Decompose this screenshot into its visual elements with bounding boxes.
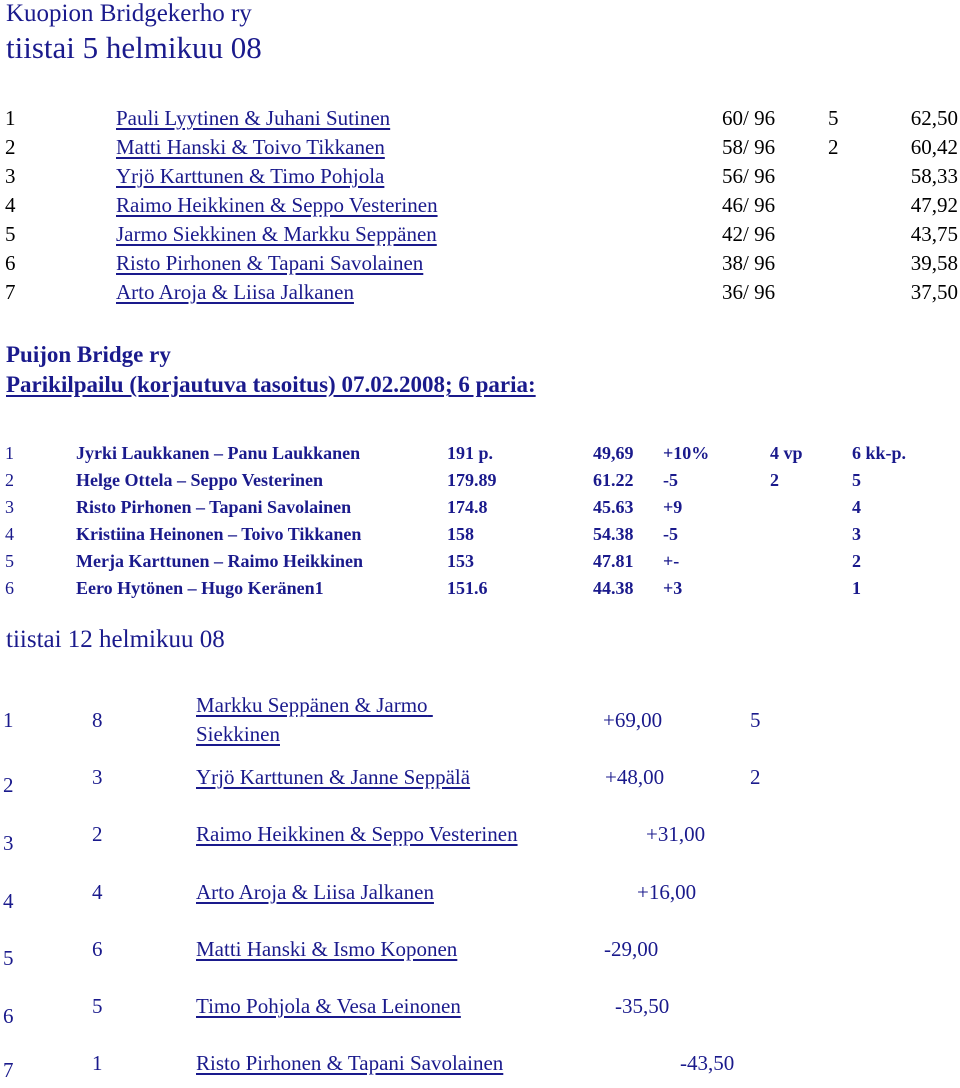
club-points: 3 [852,524,861,544]
points: 179.89 [447,470,497,490]
result-row [0,222,960,248]
victory-points: 4 vp [770,443,803,463]
result-row [0,280,960,306]
result-row [0,106,960,132]
pair-link[interactable]: Raimo Heikkinen & Seppo Vesterinen [196,822,518,846]
rank: 5 [5,222,16,246]
percentage: 47,92 [910,193,958,217]
pair-line-1: Markku Seppänen & Jarmo [196,693,428,717]
table-number: 4 [92,880,103,904]
percentage: 39,58 [910,251,958,275]
percentage: 54.38 [593,524,634,544]
percentage: 47.81 [593,551,634,571]
result-row [0,443,960,467]
result-row [0,937,960,965]
bonus: 5 [750,708,761,732]
result-row [0,135,960,161]
rank: 2 [5,135,16,159]
result-row [0,994,960,1022]
percentage: 44.38 [593,578,634,598]
section-title: tiistai 12 helmikuu 08 [6,626,225,653]
club-points: 1 [852,578,861,598]
rank: 5 [3,946,14,970]
rank: 1 [5,443,14,463]
percentage: 61.22 [593,470,634,490]
result-row [0,1051,960,1079]
result-row [0,765,960,793]
result-row [0,470,960,494]
result-row [0,578,960,602]
bonus: 2 [750,765,761,789]
table-number: 5 [92,994,103,1018]
rank: 4 [5,193,16,217]
adjustment: +3 [663,578,683,598]
result-row [0,164,960,190]
score: -29,00 [604,937,659,961]
adjustment: -5 [663,524,678,544]
pair-link[interactable]: Raimo Heikkinen & Seppo Vesterinen [116,193,438,217]
score: +16,00 [637,880,697,904]
club-points: 2 [852,551,861,571]
score: 38/ 96 [722,251,776,275]
score: 46/ 96 [722,193,776,217]
adjustment: -5 [663,470,678,490]
rank: 2 [5,470,14,490]
pair-link[interactable]: Arto Aroja & Liisa Jalkanen [196,880,434,904]
score: 42/ 96 [722,222,776,246]
rank: 3 [5,164,16,188]
score: +31,00 [646,822,706,846]
percentage: 62,50 [910,106,958,130]
pair-name: Kristiina Heinonen – Toivo Tikkanen [76,524,362,544]
club-points: 4 [852,497,861,517]
result-row [0,251,960,277]
result-row [0,497,960,521]
club-points: 6 kk-p. [852,443,907,463]
table-number: 3 [92,765,103,789]
event-title: Parikilpailu (korjautuva tasoitus) 07.02.2008; 6 paria: [6,372,536,397]
rank: 4 [3,889,14,913]
pair-name: Jyrki Laukkanen – Panu Laukkanen [76,443,361,463]
rank: 6 [5,251,16,275]
club-title: Kuopion Bridgekerho ry [6,0,252,27]
rank: 2 [3,773,14,797]
rank: 6 [3,1004,14,1028]
table-number: 2 [92,822,103,846]
score: 60/ 96 [722,106,776,130]
pair-link[interactable]: Matti Hanski & Ismo Koponen [196,937,458,961]
percentage: 60,42 [910,135,958,159]
points: 158 [447,524,474,544]
page-title: tiistai 5 helmikuu 08 [6,30,262,65]
score: -35,50 [615,994,670,1018]
table-number: 8 [92,708,103,732]
pair-link[interactable]: Risto Pirhonen & Tapani Savolainen [196,1051,504,1075]
pair-line-2: Siekkinen [196,722,280,746]
bonus: 2 [828,135,839,159]
pair-link[interactable]: Yrjö Karttunen & Janne Seppälä [196,765,471,789]
percentage: 45.63 [593,497,634,517]
rank: 5 [5,551,14,571]
bonus: 5 [828,106,839,130]
pair-link[interactable] [196,691,433,749]
score: 56/ 96 [722,164,776,188]
points: 191 p. [447,443,494,463]
pair-name: Merja Karttunen – Raimo Heikkinen [76,551,363,571]
rank: 6 [5,578,14,598]
adjustment: +10% [663,443,710,463]
table-number: 6 [92,937,103,961]
pair-link[interactable]: Arto Aroja & Liisa Jalkanen [116,280,354,304]
pair-name: Helge Ottela – Seppo Vesterinen [76,470,323,490]
percentage: 43,75 [910,222,958,246]
adjustment: +- [663,551,680,571]
pair-link[interactable]: Jarmo Siekkinen & Markku Seppänen [116,222,437,246]
result-row [0,822,960,850]
pair-link[interactable]: Yrjö Karttunen & Timo Pohjola [116,164,385,188]
result-row [0,690,960,752]
rank: 1 [5,106,16,130]
score: 36/ 96 [722,280,776,304]
adjustment: +9 [663,497,683,517]
result-row [0,524,960,548]
points: 174.8 [447,497,488,517]
score: +48,00 [605,765,665,789]
pair-link[interactable]: Risto Pirhonen & Tapani Savolainen [116,251,424,275]
rank: 3 [3,831,14,855]
club-points: 5 [852,470,861,490]
club-title: Puijon Bridge ry [6,342,171,367]
pair-name: Eero Hytönen – Hugo Keränen1 [76,578,324,598]
rank: 1 [3,708,14,732]
table-number: 1 [92,1051,103,1075]
pair-link[interactable]: Pauli Lyytinen & Juhani Sutinen [116,106,391,130]
score: 58/ 96 [722,135,776,159]
pair-link[interactable]: Timo Pohjola & Vesa Leinonen [196,994,461,1018]
points: 151.6 [447,578,488,598]
result-row [0,193,960,219]
rank: 4 [5,524,14,544]
rank: 7 [3,1058,14,1082]
pair-name: Risto Pirhonen – Tapani Savolainen [76,497,352,517]
rank: 3 [5,497,14,517]
rank: 7 [5,280,16,304]
score: +69,00 [603,708,663,732]
percentage: 58,33 [910,164,958,188]
result-row [0,880,960,908]
victory-points: 2 [770,470,779,490]
points: 153 [447,551,474,571]
percentage: 37,50 [910,280,958,304]
score: -43,50 [680,1051,735,1075]
pair-link[interactable]: Matti Hanski & Toivo Tikkanen [116,135,385,159]
result-row [0,551,960,575]
percentage: 49,69 [593,443,634,463]
